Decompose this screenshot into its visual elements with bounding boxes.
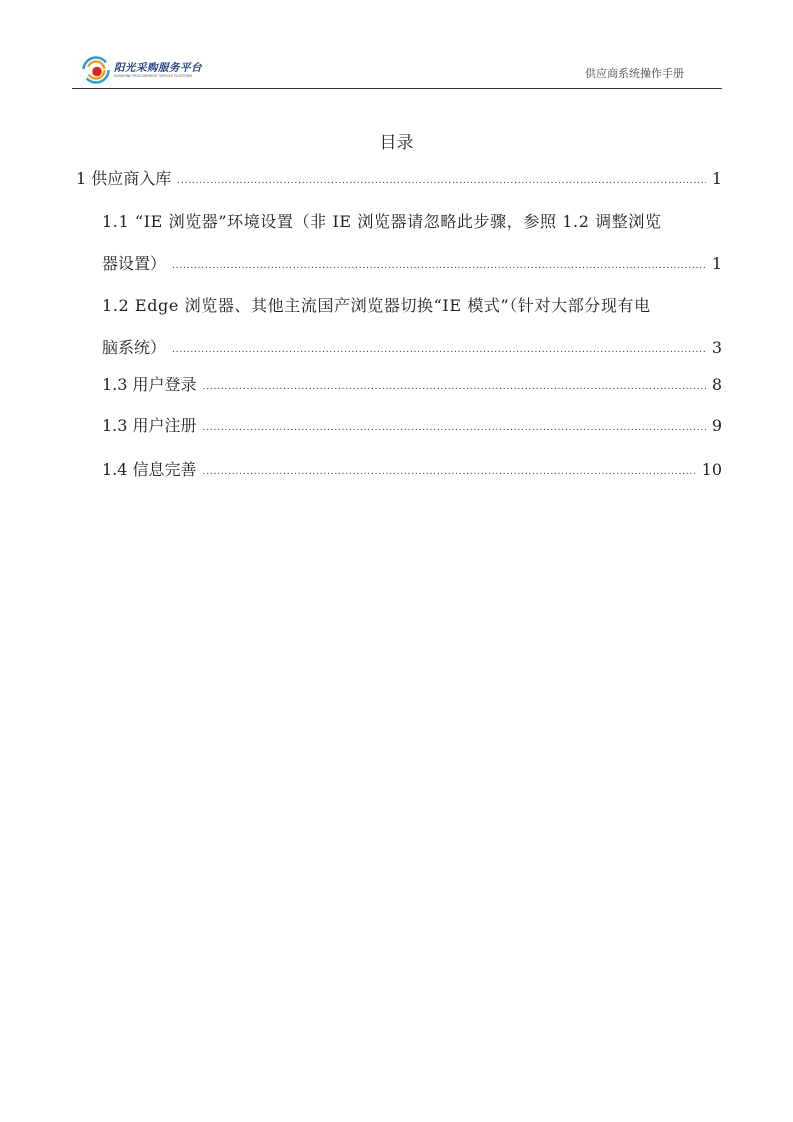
document-title: 供应商系统操作手册: [585, 67, 684, 80]
toc-page-number: 3: [711, 338, 722, 357]
toc-entry-title: 1.2 Edge 浏览器、其他主流国产浏览器切换“IE 模式”（针对大部分现有电: [102, 296, 651, 315]
toc-entry[interactable]: [102, 459, 722, 484]
toc-entry[interactable]: [102, 415, 722, 440]
toc-leader-dots: [172, 252, 706, 277]
toc-leader-dots: [172, 336, 706, 361]
toc-entry-title: 1.4 信息完善: [102, 460, 197, 479]
toc-entry[interactable]: [102, 211, 722, 278]
toc-page-number: 1: [711, 169, 722, 188]
toc-leader-dots: [177, 167, 706, 192]
toc-entry-title-cont: 脑系统）: [102, 338, 167, 357]
toc-page-number: 8: [711, 375, 722, 394]
toc-heading: 目录: [379, 133, 414, 153]
toc-entry[interactable]: [102, 295, 722, 362]
toc-entry-title: 1.3 用户登录: [102, 375, 197, 394]
page-header: [72, 52, 722, 89]
toc-entry-title-cont: 器设置）: [102, 254, 167, 273]
toc-leader-dots: [203, 414, 706, 439]
toc-entry[interactable]: [76, 168, 722, 193]
logo-emblem-icon: [82, 56, 110, 84]
toc-entry-title: 1 供应商入库: [76, 169, 172, 188]
toc-page-number: 1: [711, 254, 722, 273]
logo-english-name: SUNSHINE PROCUREMENT SERVICE PLATFORM: [114, 73, 193, 78]
platform-logo: [82, 56, 202, 84]
toc-entry-title: 1.3 用户注册: [102, 416, 197, 435]
toc-page-number: 9: [711, 416, 722, 435]
logo-chinese-name: 阳光采购服务平台: [114, 61, 202, 74]
toc-leader-dots: [203, 458, 696, 483]
toc-entry[interactable]: [102, 374, 722, 399]
toc-entry-title: 1.1 “IE 浏览器”环境设置（非 IE 浏览器请忽略此步骤，参照 1.2 调整浏览: [102, 212, 662, 231]
toc-page-number: 10: [701, 460, 722, 479]
toc-leader-dots: [203, 373, 706, 398]
